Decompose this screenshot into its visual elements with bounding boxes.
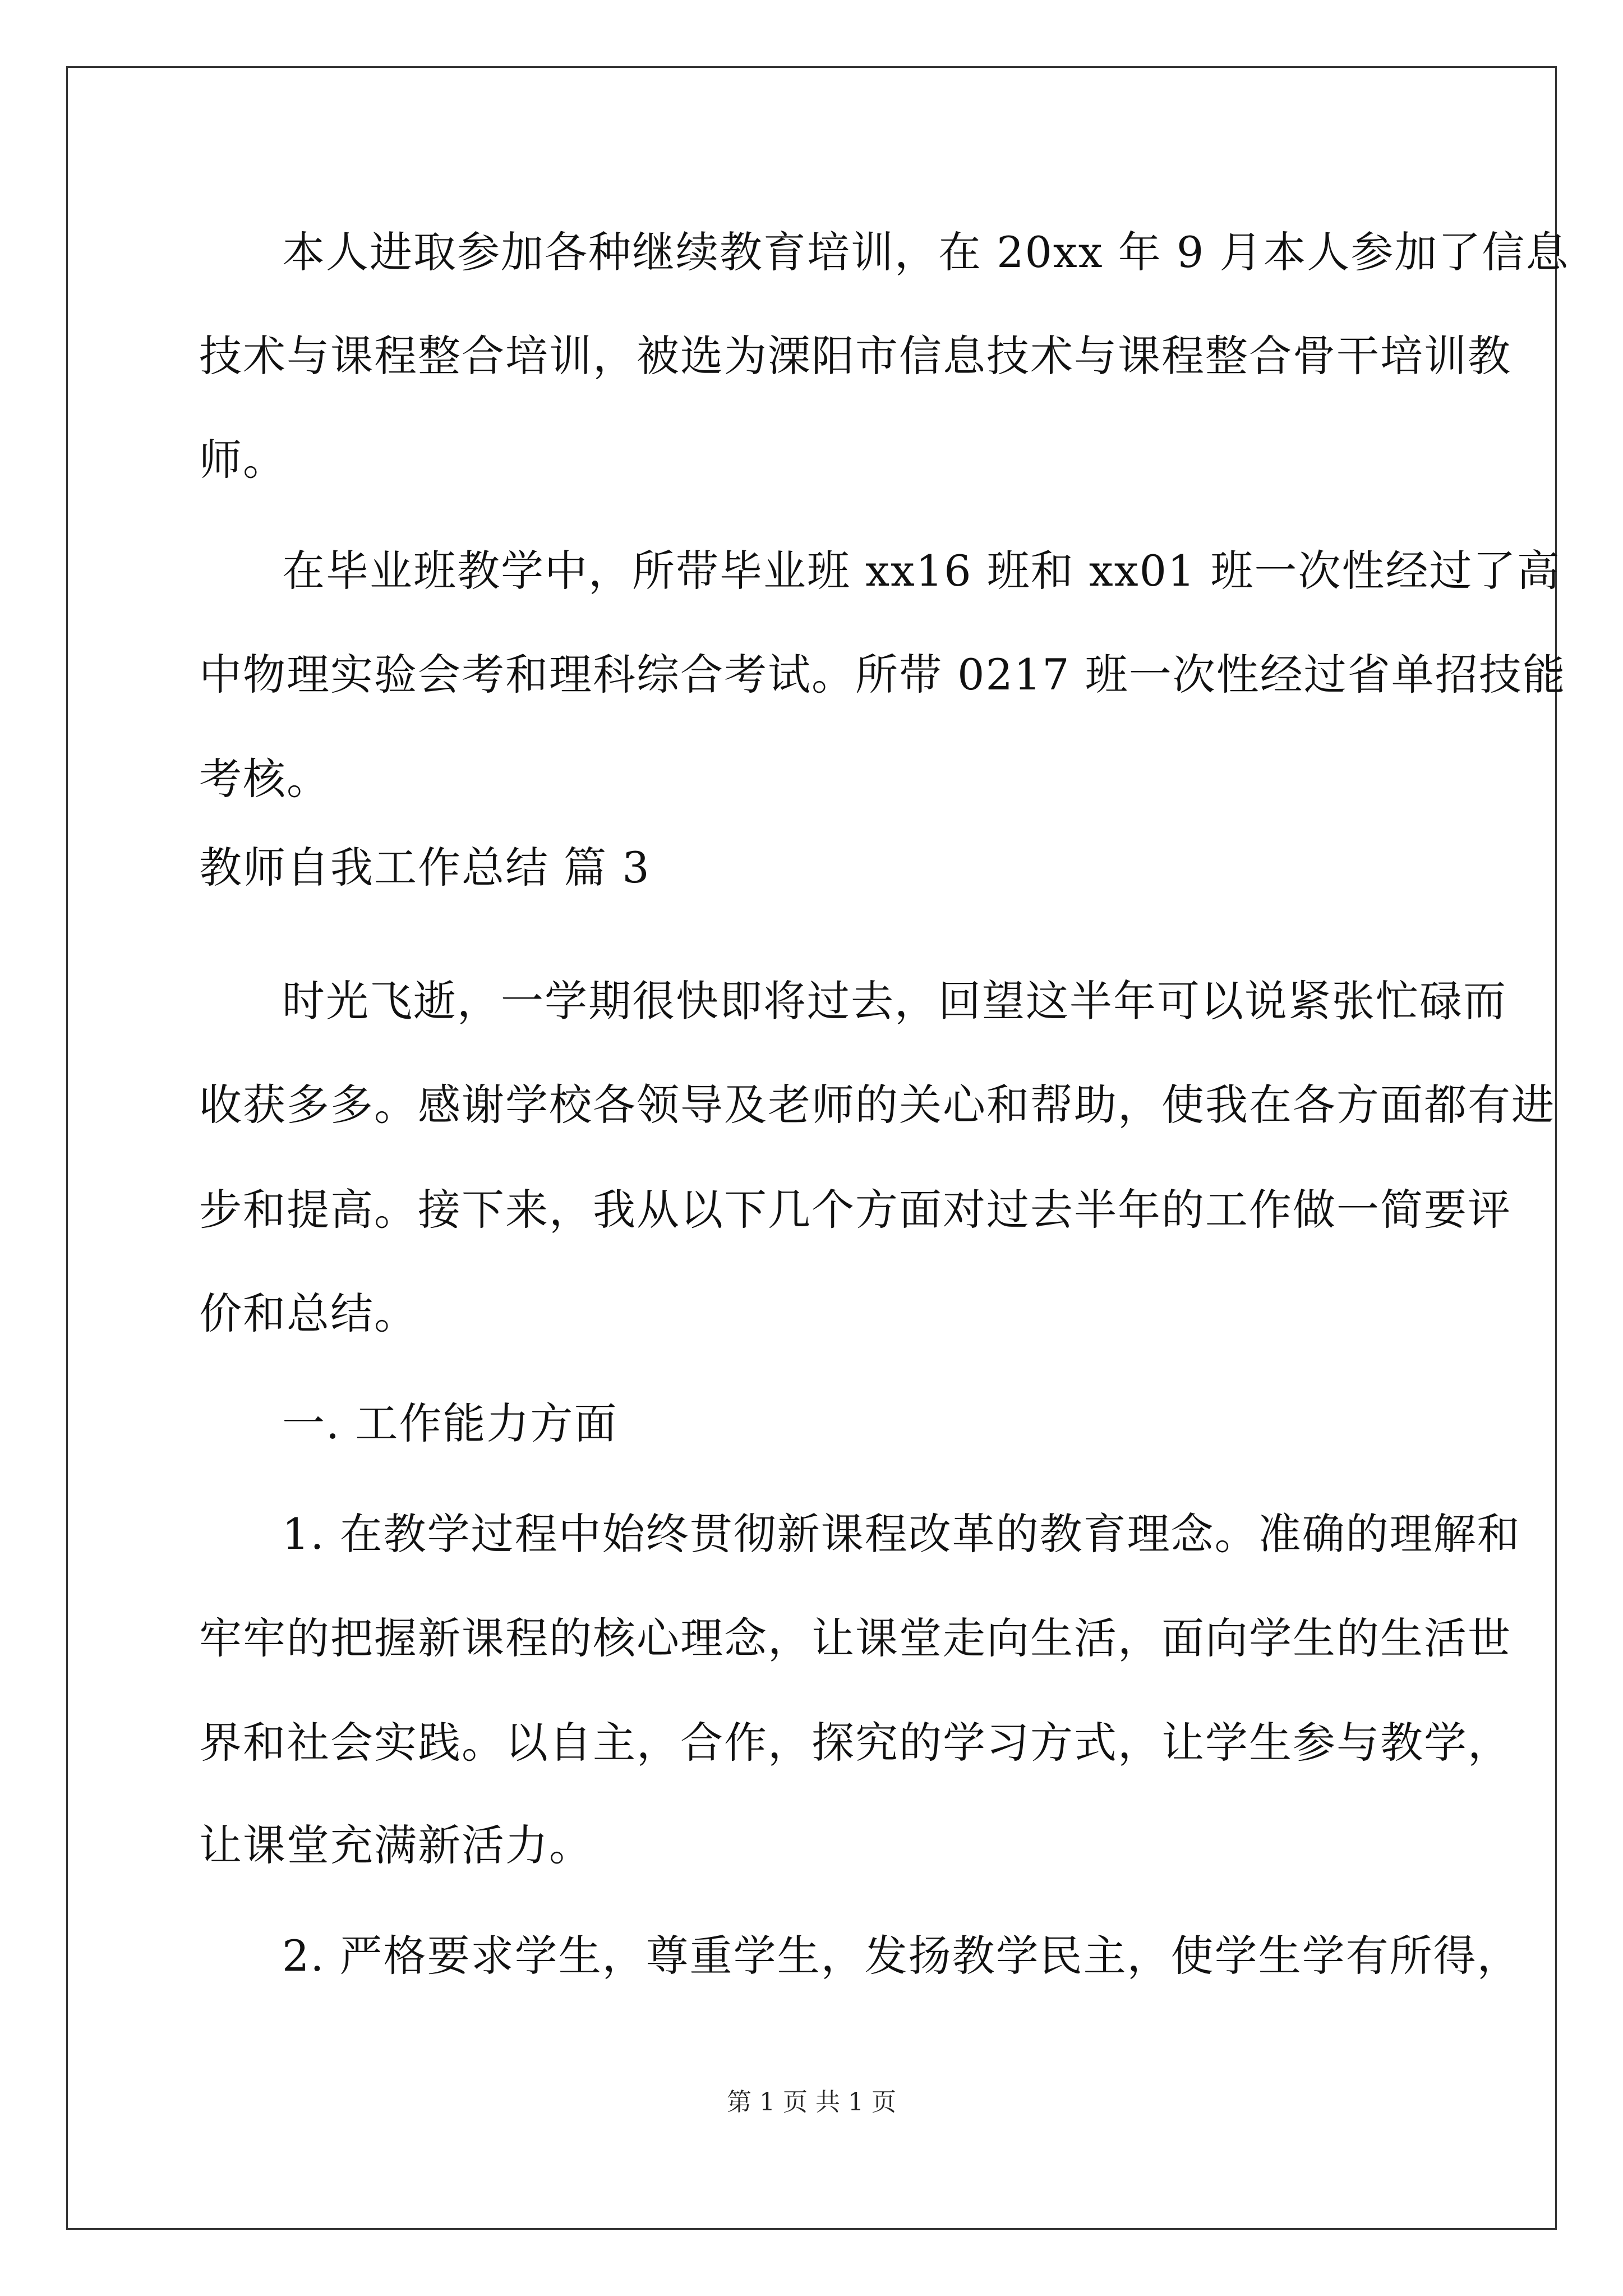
paragraph-line: 1. 在教学过程中始终贯彻新课程改革的教育理念。准确的理解和 <box>282 1509 1521 1559</box>
paragraph-line: 界和社会实践。以自主，合作，探究的学习方式，让学生参与教学， <box>199 1718 1511 1768</box>
page-footer: 第 1 页 共 1 页 <box>727 2088 896 2116</box>
subheading-line: 一. 工作能力方面 <box>282 1398 618 1448</box>
paragraph-line: 技术与课程整合培训，被选为溧阳市信息技术与课程整合骨干培训教 <box>199 331 1511 381</box>
paragraph-line: 师。 <box>199 435 287 485</box>
paragraph-line: 收获多多。感谢学校各领导及老师的关心和帮助，使我在各方面都有进 <box>199 1080 1555 1130</box>
paragraph-line: 时光飞逝，一学期很快即将过去，回望这半年可以说紧张忙碌而 <box>282 976 1507 1026</box>
paragraph-line: 价和总结。 <box>199 1289 418 1338</box>
paragraph-line: 步和提高。接下来，我从以下几个方面对过去半年的工作做一简要评 <box>199 1185 1511 1235</box>
paragraph-line: 让课堂充满新活力。 <box>199 1820 593 1870</box>
paragraph-line: 2. 严格要求学生，尊重学生，发扬教学民主，使学生学有所得， <box>282 1931 1521 1981</box>
paragraph-line: 牢牢的把握新课程的核心理念，让课堂走向生活，面向学生的生活世 <box>199 1613 1511 1663</box>
paragraph-line: 考核。 <box>199 754 330 804</box>
paragraph-line: 中物理实验会考和理科综合考试。所带 0217 班一次性经过省单招技能 <box>199 650 1566 700</box>
paragraph-line: 本人进取参加各种继续教育培训，在 20xx 年 9 月本人参加了信息 <box>282 227 1570 277</box>
paragraph-line: 在毕业班教学中，所带毕业班 xx16 班和 xx01 班一次性经过了高 <box>282 546 1561 596</box>
page-border <box>66 66 1557 2230</box>
section-heading: 教师自我工作总结 篇 3 <box>199 843 651 892</box>
